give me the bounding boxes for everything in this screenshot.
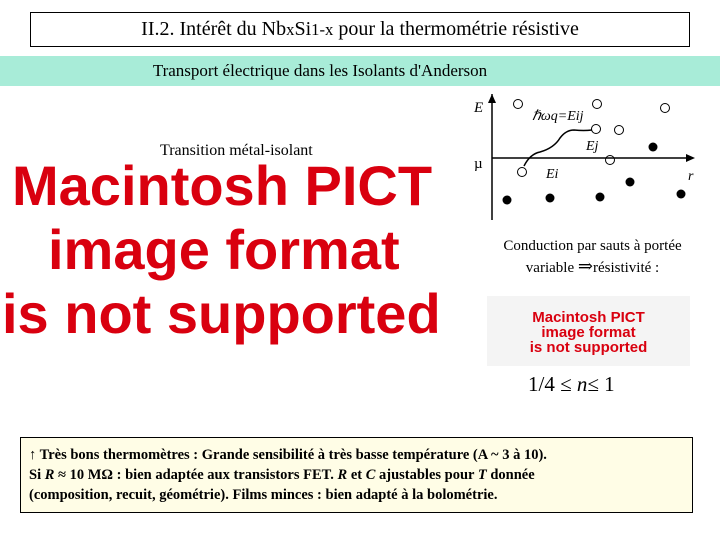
var-t: T — [477, 467, 487, 483]
var-r: R — [44, 467, 55, 483]
hop-energy-label: ℏωq=Eij — [532, 109, 584, 124]
ej-label: Ej — [586, 139, 599, 154]
summary-line1-text: Très bons thermomètres : Grande sensibilité à très basse température (A ~ 3 à 10). — [36, 447, 547, 463]
empty-state-dot — [514, 100, 523, 109]
title-sub-1x: 1-x — [311, 19, 334, 39]
filled-state-dot — [503, 196, 512, 205]
title-sub-x: x — [286, 19, 295, 39]
pict-small-line2: image format — [541, 324, 636, 341]
empty-state-dot — [661, 104, 670, 113]
var-c: C — [365, 467, 376, 483]
summary-line2-end: donnée — [486, 467, 535, 483]
pict-placeholder-line3: is not supported — [2, 282, 441, 345]
title-suffix: pour la thermométrie résistive — [333, 18, 579, 40]
up-arrow-icon: ↑ — [29, 447, 37, 463]
axis-r-label: r — [688, 169, 694, 184]
summary-line3: (composition, recuit, géométrie). Films minces : bien adapté à la bolométrie. — [29, 487, 498, 503]
empty-state-dot — [592, 125, 601, 134]
summary-line1 — [29, 445, 684, 465]
exponent-n: n — [576, 372, 588, 396]
conduction-line1: Conduction par sauts à portée — [503, 238, 682, 254]
r-axis-arrow-icon — [686, 154, 695, 162]
filled-state-dot — [546, 194, 555, 203]
empty-state-dot — [518, 168, 527, 177]
empty-state-dot — [606, 156, 615, 165]
banner-text: Transport électrique dans les Isolants d'Anderson — [152, 61, 488, 80]
exponent-right: ≤ 1 — [587, 372, 615, 396]
pict-placeholder-line2: image format — [48, 218, 400, 281]
summary-line2-mid: ≈ 10 MΩ : bien adaptée aux transistors FET. — [54, 467, 338, 483]
empty-state-dot — [593, 100, 602, 109]
exponent-left: 1/4 ≤ — [528, 372, 577, 396]
filled-state-dot — [596, 193, 605, 202]
filled-state-dot — [626, 178, 635, 187]
section-banner — [0, 56, 720, 86]
title-prefix: II.2. Intérêt du Nb — [141, 18, 287, 40]
pict-small-line1: Macintosh PICT — [532, 309, 645, 326]
conduction-line2-prefix: variable — [525, 260, 578, 276]
summary-line2-et: et — [347, 467, 366, 483]
hop-path — [524, 130, 592, 166]
energy-axis-arrow-icon — [488, 94, 496, 103]
axis-mu-label: µ — [474, 156, 483, 172]
exponent-range — [528, 372, 615, 397]
title-si: Si — [294, 18, 312, 40]
transition-label: Transition métal-isolant — [160, 142, 313, 159]
summary-box — [20, 437, 693, 513]
ei-label: Ei — [546, 167, 559, 182]
summary-line2-post: ajustables pour — [375, 467, 478, 483]
resistivity-formula-placeholder — [487, 296, 690, 366]
axis-e-label: E — [474, 100, 484, 116]
var-r2: R — [337, 467, 348, 483]
pict-placeholder-line1: Macintosh PICT — [12, 154, 433, 217]
conduction-line2-suffix: résistivité : — [592, 260, 660, 276]
summary-line2 — [29, 465, 684, 485]
pict-small-line3: is not supported — [529, 339, 648, 356]
implies-arrow-icon: ⇒ — [577, 256, 593, 276]
filled-state-dot — [677, 190, 686, 199]
filled-state-dot — [649, 143, 658, 152]
summary-line2-pre: Si — [29, 467, 45, 483]
hopping-diagram — [470, 94, 700, 224]
conduction-text — [480, 236, 705, 278]
empty-state-dot — [615, 126, 624, 135]
slide-title — [30, 12, 690, 47]
conduction-line2 — [480, 256, 705, 278]
